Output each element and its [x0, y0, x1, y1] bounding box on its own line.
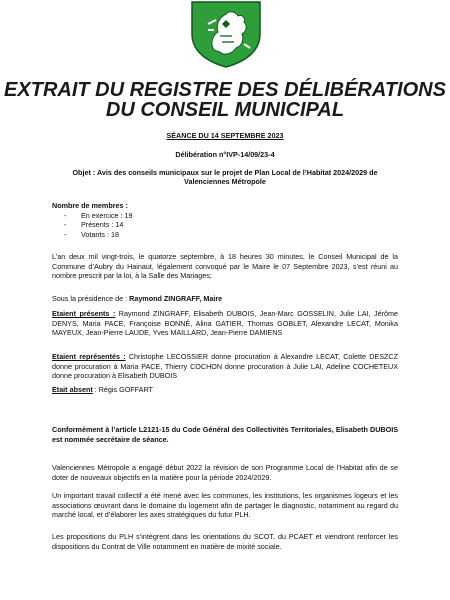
represented-label: Etaient représentés : — [52, 352, 126, 361]
secretary-paragraph: Conformément à l’article L2121-15 du Code Général des Collectivités Territoriales, Elisabeth DUBOIS est nommée secrétaire de séance. — [52, 425, 398, 444]
absent-paragraph — [52, 385, 398, 395]
members-list — [52, 211, 398, 240]
deliberation-subject: Objet : Avis des conseils municipaux sur le projet de Plan Local de l’Habitat 2024/2029 de Valenciennes Métropole — [72, 168, 378, 186]
members-title: Nombre de membres : — [52, 201, 128, 210]
presents-paragraph — [52, 309, 398, 338]
represented-paragraph — [52, 352, 398, 381]
absent-list: : Régis GOFFART — [92, 385, 153, 394]
document-title-line1: EXTRAIT DU REGISTRE DES DÉLIBÉRATIONS — [4, 79, 446, 101]
deliberation-number: Délibération n°IVP-14/09/23-4 — [175, 150, 275, 159]
list-item: - En exercice : 19 — [64, 211, 398, 221]
list-item: - Votants : 18 — [64, 230, 398, 240]
presents-list: Raymond ZINGRAFF, Elisabeth DUBOIS, Jean-Marc GOSSELIN, Julie LAI, Jérôme DENYS, Maria PACE, Françoise BONNÉ, Alina GATIER, Thomas GOBLET, Alexandre LECAT, Monika MAYEUX, Jean-Pierre LAUDE, Yves MAILLARD, Jean-Pierre DAMIENS — [52, 309, 399, 338]
members-count — [52, 201, 398, 239]
coat-of-arms-logo — [186, 0, 266, 68]
body-paragraph-3: Les propositions du PLH s’intègrent dans les orientations du SCOT, du PCAET et viendront renforcer les dispositions du Contrat de Ville notamment en matière de mixité sociale. — [52, 532, 398, 551]
list-item: - Présents : 14 — [64, 220, 398, 230]
seance-date: SÉANCE DU 14 SEPTEMBRE 2023 — [166, 131, 284, 140]
document-title-line2: DU CONSEIL MUNICIPAL — [105, 99, 345, 121]
presents-label: Etaient présents : — [52, 309, 116, 318]
absent-label: Etait absent — [52, 385, 93, 394]
represented-list: Christophe LECOSSIER donne procuration à Alexandre LECAT, Colette DESZCZ donne procuration à Maria PACE, Thierry COCHON donne procuration à Julie LAI, Adeline COCHETEUX donne procuration à Elisabeth DUBOIS — [52, 352, 398, 381]
presidence-name: Raymond ZINGRAFF, Maire — [129, 294, 223, 303]
presidence-paragraph — [52, 294, 398, 304]
body-paragraph-1: Valenciennes Métropole a engagé début 2022 la révision de son Programme Local de l’Habitat afin de se doter de nouveaux objectifs en la matière pour la période 2024/2029. — [52, 463, 398, 482]
presidence-prefix: Sous la présidence de : — [52, 294, 130, 303]
intro-paragraph: L’an deux mil vingt-trois, le quatorze septembre, à 18 heures 30 minutes, le Conseil Municipal de la Commune d’Aubry du Hainaut, légalement convoqué par le Maire le 07 Septembre 2023, s’est réuni au nombre prescrit par la loi, à la Salle des Mariages; — [52, 252, 398, 281]
body-paragraph-2: Un important travail collectif a été mené avec les communes, les institutions, les organismes logeurs et les associations œuvrant dans le domaine du logement afin de partager le diagnostic, notamment au regard du marché local, et d’élaborer les axes stratégiques du futur PLH. — [52, 491, 398, 520]
